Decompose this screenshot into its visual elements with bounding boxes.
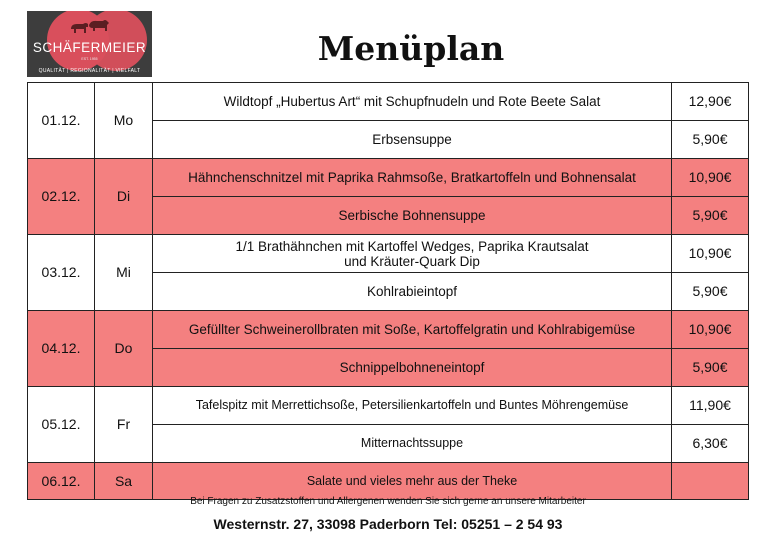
date-cell: 02.12.	[28, 159, 95, 235]
table-row	[28, 159, 749, 197]
date-cell: 05.12.	[28, 387, 95, 463]
day-cell: Mo	[95, 83, 153, 159]
price-cell: 12,90€	[672, 83, 749, 121]
day-cell: Di	[95, 159, 153, 235]
price-cell: 10,90€	[672, 311, 749, 349]
dish-cell: Gefüllter Schweinerollbraten mit Soße, Kartoffelgratin und Kohlrabigemüse	[153, 311, 672, 349]
menu-table	[27, 82, 749, 500]
logo-brand: SCHÄFERMEIER	[32, 40, 147, 55]
logo-tagline: QUALITÄT | REGIONALITÄT | VIELFALT	[38, 68, 141, 74]
price-cell: 5,90€	[672, 121, 749, 159]
dish-cell	[153, 235, 672, 273]
table-row	[28, 83, 749, 121]
price-cell: 11,90€	[672, 387, 749, 425]
logo-est: EST. 1955	[81, 57, 98, 61]
price-cell: 6,30€	[672, 425, 749, 463]
address-line: Westernstr. 27, 33098 Paderborn Tel: 05251 – 2 54 93	[213, 516, 563, 532]
day-cell: Do	[95, 311, 153, 387]
dish-line: und Kräuter-Quark Dip	[344, 253, 480, 269]
page-title: Menüplan	[317, 29, 505, 68]
date-cell: 01.12.	[28, 83, 95, 159]
date-cell: 03.12.	[28, 235, 95, 311]
day-cell: Fr	[95, 387, 153, 463]
dish-cell: Tafelspitz mit Merrettichsoße, Petersilienkartoffeln und Buntes Möhrengemüse	[153, 387, 672, 425]
dish-cell: Erbsensuppe	[153, 121, 672, 159]
dish-cell: Salate und vieles mehr aus der Theke	[153, 463, 672, 500]
date-cell: 06.12.	[28, 463, 95, 500]
dish-cell: Schnippelbohneneintopf	[153, 349, 672, 387]
dish-cell: Wildtopf „Hubertus Art“ mit Schupfnudeln und Rote Beete Salat	[153, 83, 672, 121]
dish-cell: Kohlrabieintopf	[153, 273, 672, 311]
dish-cell: Serbische Bohnensuppe	[153, 197, 672, 235]
dish-cell: Hähnchenschnitzel mit Paprika Rahmsoße, Bratkartoffeln und Bohnensalat	[153, 159, 672, 197]
table-row	[28, 235, 749, 273]
day-cell: Sa	[95, 463, 153, 500]
day-cell: Mi	[95, 235, 153, 311]
allergen-note: Bei Fragen zu Zusatzstoffen und Allergenen wenden Sie sich gerne an unsere Mitarbeiter	[190, 496, 586, 507]
price-cell: 5,90€	[672, 197, 749, 235]
dish-line: 1/1 Brathähnchen mit Kartoffel Wedges, Paprika Krautsalat	[235, 238, 589, 254]
date-cell: 04.12.	[28, 311, 95, 387]
price-cell	[672, 463, 749, 500]
farm-animals-icon	[69, 17, 111, 35]
logo	[27, 11, 152, 77]
table-row	[28, 387, 749, 425]
price-cell: 10,90€	[672, 235, 749, 273]
dish-cell: Mitternachtssuppe	[153, 425, 672, 463]
price-cell: 5,90€	[672, 273, 749, 311]
table-row	[28, 311, 749, 349]
price-cell: 5,90€	[672, 349, 749, 387]
table-row	[28, 463, 749, 500]
price-cell: 10,90€	[672, 159, 749, 197]
